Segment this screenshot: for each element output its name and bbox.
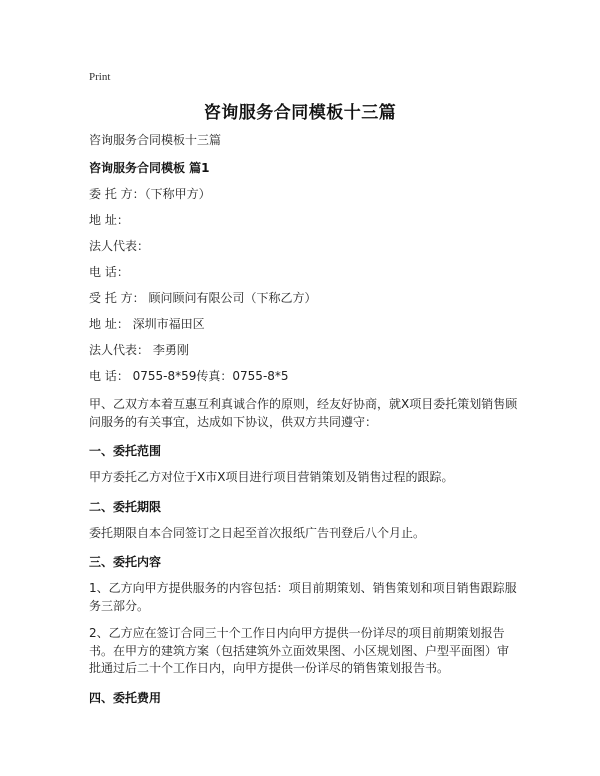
party-b-phone: 电 话： 0755-8*59传真：0755-8*5 bbox=[89, 369, 289, 383]
party-b-label: 受 托 方： 顾问顾问有限公司（下称乙方） bbox=[89, 291, 317, 305]
section-body: 委托期限自本合同签订之日起至首次报纸广告刊登后八个月止。 bbox=[89, 525, 426, 540]
document-body bbox=[89, 132, 519, 706]
party-b-rep: 法人代表： 李勇刚 bbox=[89, 343, 189, 357]
intro-paragraph: 甲、乙双方本着互惠互利真诚合作的原则，经友好协商，就X项目委托策划销售顾问服务的有关事宜，达成如下协议，供双方共同遵守： bbox=[89, 397, 518, 429]
section-item: 2、乙方应在签订合同三十个工作日内向甲方提供一份详尽的项目前期策划报告书。在甲方的建筑方案（包括建筑外立面效果图、小区规划图、户型平面图）审批通过后二十个工作日内，向甲方提供一份详尽的销售策划报告书。 bbox=[89, 626, 510, 675]
page-title: 咨询服务合同模板十三篇 bbox=[203, 103, 397, 123]
part-heading: 咨询服务合同模板 篇1 bbox=[89, 161, 210, 175]
party-a-phone: 电 话： bbox=[89, 265, 129, 279]
party-a-label: 委 托 方：（下称甲方） bbox=[89, 187, 211, 201]
party-a-rep: 法人代表： bbox=[89, 239, 150, 253]
party-b-address: 地 址： 深圳市福田区 bbox=[89, 317, 205, 331]
party-a-address: 地 址： bbox=[89, 213, 129, 227]
document-subtitle: 咨询服务合同模板十三篇 bbox=[89, 133, 222, 147]
section-heading: 二、委托期限 bbox=[89, 499, 162, 514]
print-link[interactable]: Print bbox=[89, 71, 111, 83]
section-heading: 一、委托范围 bbox=[89, 444, 162, 458]
section-heading: 四、委托费用 bbox=[89, 690, 162, 705]
section-heading: 三、委托内容 bbox=[89, 555, 162, 569]
section-body: 甲方委托乙方对位于X市X项目进行项目营销策划及销售过程的跟踪。 bbox=[89, 470, 454, 484]
section-item: 1、乙方向甲方提供服务的内容包括：项目前期策划、销售策划和项目销售跟踪服务三部分。 bbox=[89, 581, 517, 613]
